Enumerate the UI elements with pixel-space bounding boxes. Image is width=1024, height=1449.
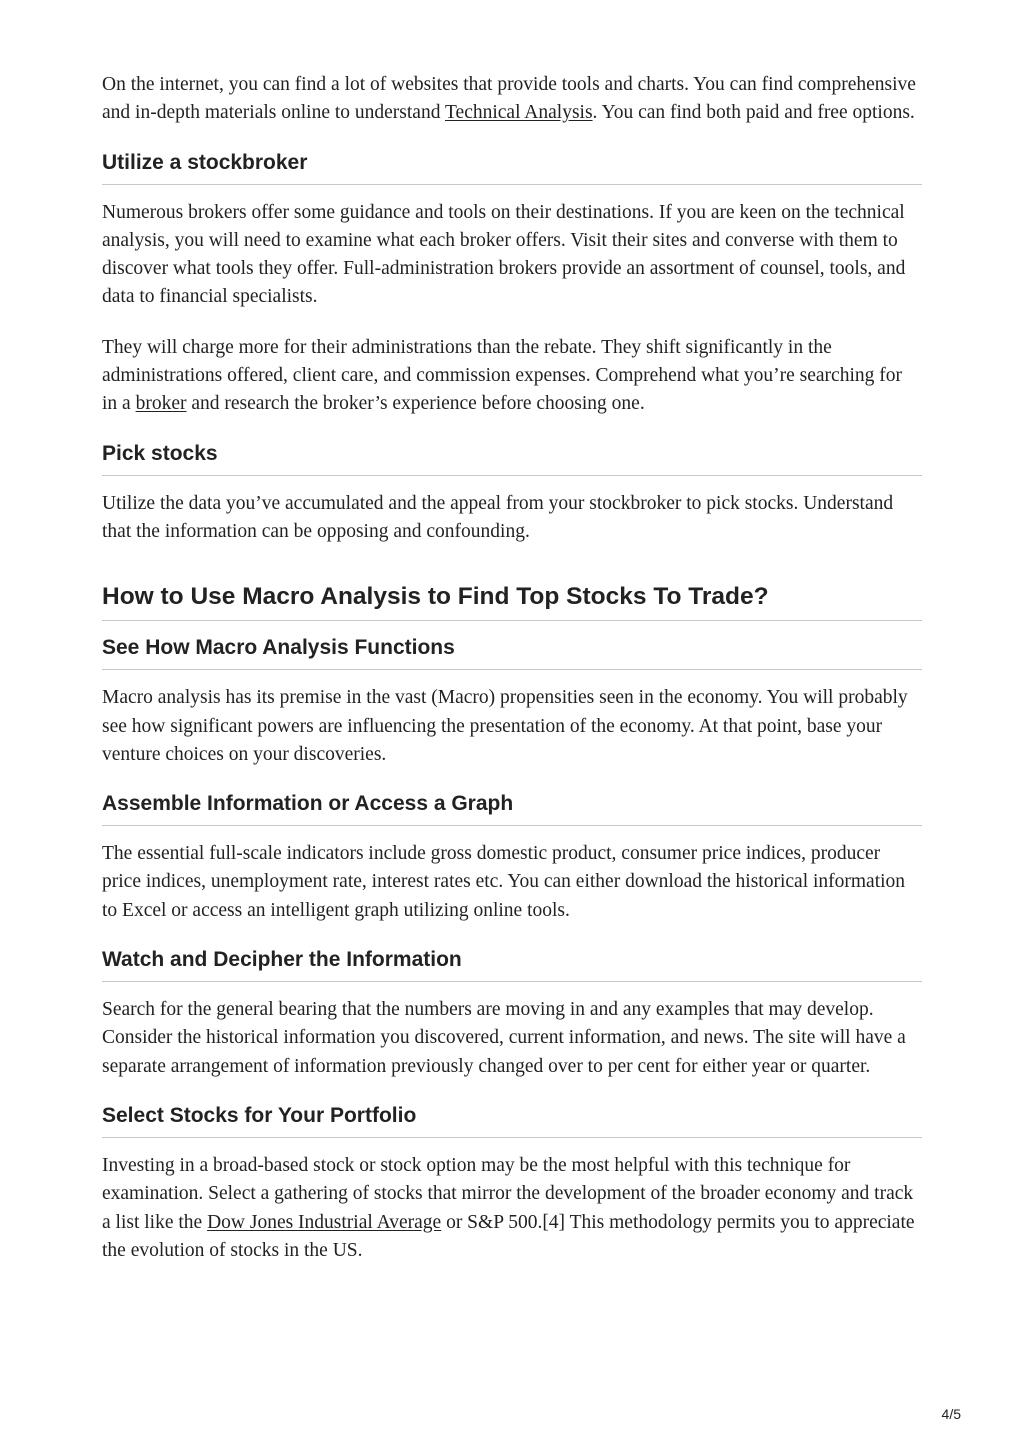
- stockbroker-heading: Utilize a stockbroker: [102, 150, 922, 185]
- macro-functions-heading: See How Macro Analysis Functions: [102, 635, 922, 670]
- pick-stocks-paragraph: Utilize the data you’ve accumulated and the appeal from your stockbroker to pick stocks. Understand that the information can be opposing and confounding.: [102, 492, 894, 542]
- stockbroker-text-end: and research the broker’s experience before choosing one.: [186, 393, 645, 415]
- page-number: 4/5: [941, 1406, 961, 1422]
- dow-jones-link[interactable]: Dow Jones Industrial Average: [207, 1211, 442, 1233]
- technical-analysis-link[interactable]: Technical Analysis: [444, 102, 593, 124]
- select-stocks-paragraph: [102, 1152, 922, 1265]
- watch-decipher-heading: Watch and Decipher the Information: [102, 947, 922, 982]
- stockbroker-text: They will charge more for their administrations than the rebate. They shift significantly in the administrations offered, client care, and commission expenses. Comprehend what you’re searching for in a: [102, 336, 902, 415]
- pick-stocks-heading: Pick stocks: [102, 441, 922, 476]
- stockbroker-paragraph-1: Numerous brokers offer some guidance and tools on their destinations. If you are keen on the technical analysis, you will need to examine what each broker offers. Visit their sites and converse with them to discover what tools they offer. Full-administration brokers provide an assortment of counsel, tools, and data to financial specialists.: [102, 201, 906, 308]
- stockbroker-paragraph-2: [102, 334, 922, 419]
- intro-text-end: . You can find both paid and free options.: [592, 102, 915, 124]
- macro-analysis-heading: How to Use Macro Analysis to Find Top Stocks To Trade?: [102, 582, 922, 621]
- assemble-information-heading: Assemble Information or Access a Graph: [102, 791, 922, 826]
- intro-text: On the internet, you can find a lot of websites that provide tools and charts. You can find comprehensive and in-depth materials online to understand: [102, 74, 916, 124]
- intro-paragraph: [102, 71, 922, 128]
- watch-decipher-paragraph: Search for the general bearing that the numbers are moving in and any examples that may develop. Consider the historical information you discovered, current information, and news. The site will have a separate arrangement of information previously changed over to per cent for either year or quarter.: [102, 999, 906, 1077]
- macro-functions-paragraph: Macro analysis has its premise in the vast (Macro) propensities seen in the economy. You will probably see how significant powers are influencing the presentation of the economy. At that point, base your venture choices on your discoveries.: [102, 687, 908, 765]
- assemble-information-paragraph: The essential full-scale indicators include gross domestic product, consumer price indices, producer price indices, unemployment rate, interest rates etc. You can either download the historical information to Excel or access an intelligent graph utilizing online tools.: [102, 843, 906, 921]
- select-stocks-text: Investing in a broad-based stock or stock option may be the most helpful with this technique for examination. Select a gathering of stocks that mirror the development of the broader economy and track a list like the: [102, 1154, 914, 1233]
- select-stocks-heading: Select Stocks for Your Portfolio: [102, 1103, 922, 1138]
- select-stocks-text-end: or S&P 500.[4] This methodology permits you to appreciate the evolution of stocks in the US.: [102, 1211, 915, 1261]
- broker-link[interactable]: broker: [135, 393, 187, 415]
- article-content: [102, 71, 922, 1287]
